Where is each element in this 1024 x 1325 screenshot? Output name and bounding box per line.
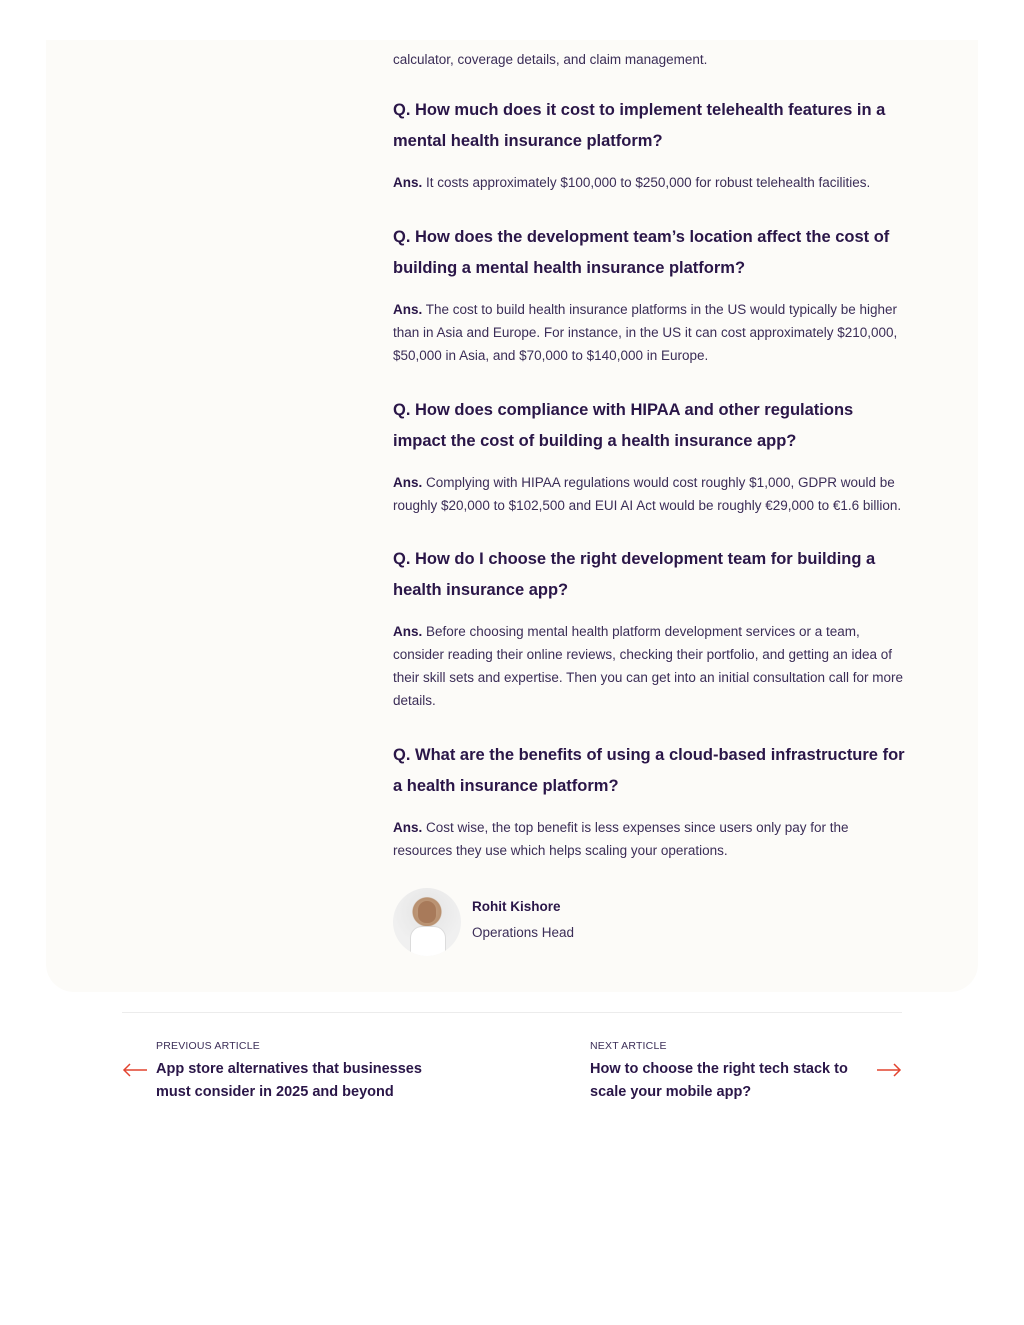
previous-article-kicker: PREVIOUS ARTICLE <box>156 1040 260 1052</box>
faq-answer <box>393 298 905 367</box>
faq-question: Q. How does the development team’s location affect the cost of building a mental health insurance platform? <box>393 228 890 277</box>
faq-answer <box>393 620 905 712</box>
faq-item <box>393 95 905 194</box>
faq-item <box>393 222 905 367</box>
faq-answer <box>393 171 905 194</box>
answer-text: It costs approximately $100,000 to $250,000 for robust telehealth facilities. <box>422 175 871 190</box>
answer-label: Ans. <box>393 302 423 317</box>
answer-label: Ans. <box>393 624 423 639</box>
answer-text: Before choosing mental health platform development services or a team, consider reading their online reviews, checking their portfolio, and getting an idea of their skill sets and expertise. Then you can get into an initial consultation call for more details. <box>393 624 904 708</box>
answer-text: Complying with HIPAA regulations would cost roughly $1,000, GDPR would be roughly $20,000 to $102,500 and EUI AI Act would be roughly €29,000 to €1.6 billion. <box>393 475 902 513</box>
previous-article-title[interactable]: App store alternatives that businesses must consider in 2025 and beyond <box>156 1061 422 1100</box>
arrow-right-icon[interactable] <box>876 1060 902 1080</box>
faq-item <box>393 395 905 517</box>
faq-item <box>393 740 905 862</box>
author-role: Operations Head <box>472 925 575 940</box>
faq-question: Q. How does compliance with HIPAA and other regulations impact the cost of building a health insurance app? <box>393 401 854 450</box>
avatar-body <box>410 926 446 956</box>
faq-item <box>393 544 905 712</box>
avatar-head <box>418 901 436 923</box>
intro-text: calculator, coverage details, and claim management. <box>393 52 708 67</box>
answer-label: Ans. <box>393 475 423 490</box>
answer-text: The cost to build health insurance platforms in the US would typically be higher than in Asia and Europe. For instance, in the US it can cost approximately $210,000, $50,000 in Asia, and $70,000 to $140,000 in Europe. <box>393 302 898 363</box>
faq-question: Q. What are the benefits of using a cloud-based infrastructure for a health insurance platform? <box>393 746 905 795</box>
answer-label: Ans. <box>393 820 423 835</box>
next-article-link[interactable] <box>590 1040 870 1104</box>
author-name[interactable]: Rohit Kishore <box>472 899 561 914</box>
next-article-kicker: NEXT ARTICLE <box>590 1040 667 1052</box>
faq-question: Q. How much does it cost to implement telehealth features in a mental health insurance platform? <box>393 101 886 150</box>
faq-question: Q. How do I choose the right development team for building a health insurance app? <box>393 550 876 599</box>
faq-answer <box>393 471 905 517</box>
previous-article-link[interactable] <box>156 1040 456 1104</box>
arrow-left-icon[interactable] <box>122 1060 148 1080</box>
divider <box>122 1012 902 1013</box>
answer-text: Cost wise, the top benefit is less expenses since users only pay for the resources they use which helps scaling your operations. <box>393 820 849 858</box>
avatar[interactable] <box>393 888 461 956</box>
next-article-title[interactable]: How to choose the right tech stack to scale your mobile app? <box>590 1061 848 1100</box>
faq-answer <box>393 816 905 862</box>
answer-label: Ans. <box>393 175 423 190</box>
